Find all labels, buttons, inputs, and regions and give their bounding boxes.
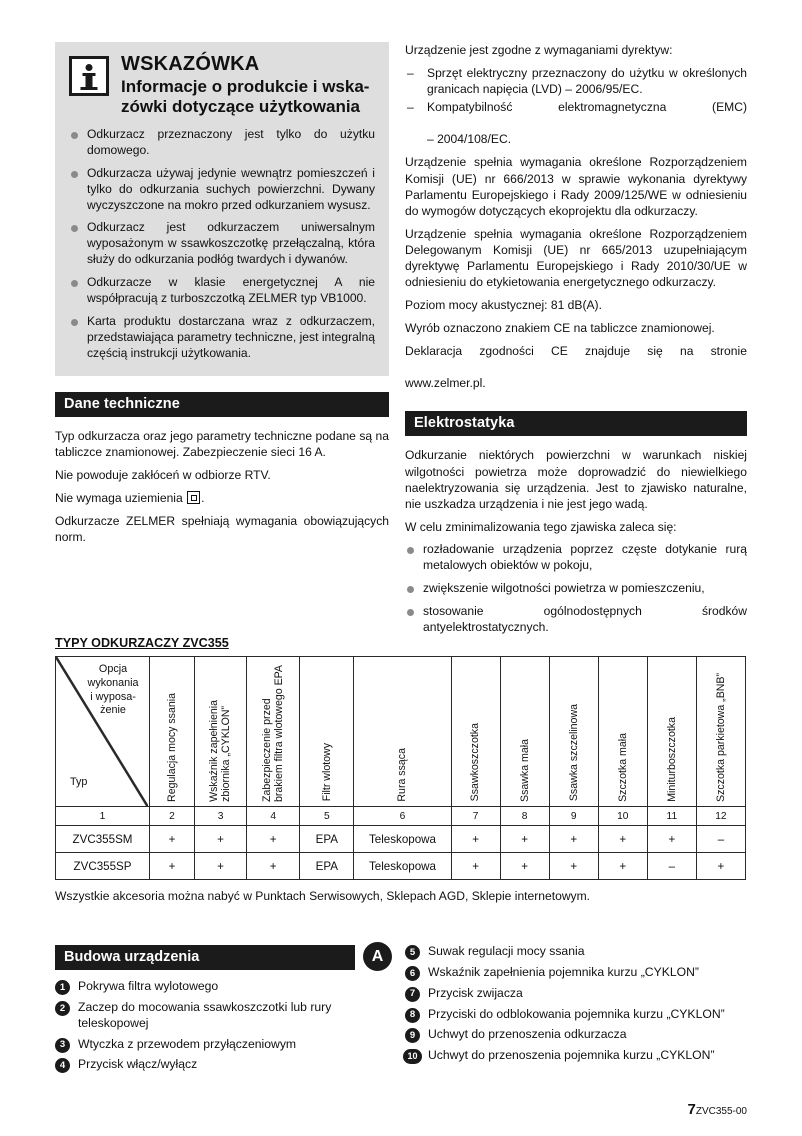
col-header-label: Rura ssąca xyxy=(396,747,409,802)
table-header-row xyxy=(56,657,746,807)
decl-url: www.zelmer.pl. xyxy=(405,376,486,391)
list-item xyxy=(55,1000,395,1032)
table-col-header xyxy=(500,657,549,807)
uziemienie-text: Nie wymaga uziemienia xyxy=(55,491,187,506)
table-cell: – xyxy=(647,853,696,880)
types-table xyxy=(55,656,746,880)
section-header-budowa: Budowa urządzenia xyxy=(55,945,355,970)
table-col-header xyxy=(354,657,451,807)
list-item xyxy=(405,944,747,960)
col-header-label: Zabezpieczenie przed brakiem filtra wlotowego EPA xyxy=(261,664,286,802)
table-cell: + xyxy=(598,853,647,880)
notice-header xyxy=(69,54,375,117)
table-cell: + xyxy=(195,826,247,853)
item-label: Suwak regulacji mocy ssania xyxy=(428,944,585,958)
list-item: Odkurzacza używaj jedynie wewnątrz pomieszczeń i tylko do odkurzania suchych powierzchni. Dywany wyczyszczone na mokro przed odkurzaniem wysusz. xyxy=(69,166,375,214)
decl-c: CE xyxy=(551,344,568,359)
info-icon xyxy=(69,56,109,96)
directives-list xyxy=(405,65,747,147)
section-header-dane-techniczne: Dane techniczne xyxy=(55,392,389,417)
col-header-label: Ssawkoszczotka xyxy=(469,723,482,802)
col-header-label: Regulacja mocy ssania xyxy=(165,692,178,802)
list-item: stosowanie ogólnodostępnych środków antyelektrostatycznych. xyxy=(405,604,747,636)
item-label: Uchwyt do przenoszenia pojemnika kurzu „CYKLON” xyxy=(428,1048,715,1063)
paragraph: Typ odkurzacza oraz jego parametry techniczne podane są na tabliczce znamionowej. Zabezpieczenie sieci 16 A. xyxy=(55,429,389,460)
list-item: zwiększenie wilgotności powietrza w pomieszczeniu, xyxy=(405,581,747,597)
table-corner-cell xyxy=(56,657,150,807)
item-number-badge: 3 xyxy=(55,1038,70,1053)
item-label: Przycisk zwijacza xyxy=(428,985,523,1000)
table-cell: Teleskopowa xyxy=(354,826,451,853)
table-cell: 4 xyxy=(247,807,300,826)
notice-box xyxy=(55,42,389,376)
table-col-header xyxy=(300,657,354,807)
table-col-header xyxy=(247,657,300,807)
table-row xyxy=(56,826,746,853)
table-cell: 5 xyxy=(300,807,354,826)
notice-title-group xyxy=(121,54,375,117)
right-column xyxy=(405,42,747,636)
paragraph: Urządzenie spełnia wymagania określone Rozporządzeniem Delegowanym Komisji (UE) nr 665/2013 uzupełniającym dyrektywę Parlamentu Europejskiego i Rady 2010/30/UE w odniesieniu do etykietowania energetycznego odkurzaczy. xyxy=(405,226,747,290)
table-row xyxy=(56,853,746,880)
table-col-header xyxy=(549,657,598,807)
list-item xyxy=(405,1027,747,1043)
table-cell: + xyxy=(500,826,549,853)
table-cell: 11 xyxy=(647,807,696,826)
decl-b: zgodności xyxy=(479,344,534,359)
table-cell: + xyxy=(150,853,195,880)
table-cell: – xyxy=(696,826,745,853)
section-header-elektrostatyka: Elektrostatyka xyxy=(405,411,747,436)
paragraph: Odkurzanie niektórych powierzchni w warunkach niskiej wilgotności powietrza może doprowadzić do niewielkiego naelektryzowania się urządzenia. Jest to zjawisko naturalne, nie uszkadza urządzenia i nie jest jego wadą. xyxy=(405,448,747,511)
table-col-header xyxy=(696,657,745,807)
paragraph: Poziom mocy akustycznej: 81 dB(A). xyxy=(405,298,602,313)
section-body-elektrostatyka xyxy=(405,447,747,635)
class-ii-symbol-icon xyxy=(187,491,200,504)
budowa-right-column xyxy=(405,935,747,1069)
paragraph-uziemienie xyxy=(55,490,389,506)
item-number-badge: 2 xyxy=(55,1001,70,1016)
item-label: Zaczep do mocowania ssawkoszczotki lub rury teleskopowej xyxy=(78,999,332,1030)
col-header-label: Szczotka parkietowa „BNB” xyxy=(714,672,727,802)
figure-badge-a: A xyxy=(363,942,392,971)
item-number-badge: 1 xyxy=(55,980,70,995)
table-cell: + xyxy=(647,826,696,853)
document-code: ZVC355-00 xyxy=(695,1106,747,1117)
table-cell: EPA xyxy=(300,853,354,880)
col-header-label: Ssawka szczelinowa xyxy=(567,704,580,802)
list-item: Karta produktu dostarczana wraz z odkurzaczem, przedstawiająca parametry techniczne, jest integralną częścią instrukcji użytkowania. xyxy=(69,314,375,362)
table-title: TYPY ODKURZACZY ZVC355 xyxy=(55,636,229,650)
list-item xyxy=(55,1057,395,1073)
table-cell: 8 xyxy=(500,807,549,826)
paragraph: Wyrób oznaczono znakiem CE na tabliczce znamionowej. xyxy=(405,321,715,336)
table-cell: 6 xyxy=(354,807,451,826)
table-cell: + xyxy=(549,853,598,880)
table-cell: 1 xyxy=(56,807,150,826)
item-number-badge: 5 xyxy=(405,945,420,960)
table-cell: + xyxy=(451,853,500,880)
emc-part-a: Kompatybilność xyxy=(427,100,513,115)
notice-title: WSKAZÓWKA xyxy=(121,53,260,75)
corner-type-label: Typ xyxy=(70,776,88,788)
left-column xyxy=(55,42,389,546)
decl-f: na xyxy=(679,344,694,359)
col-header-label: Filtr wlotowy xyxy=(320,743,333,802)
notice-subtitle: Informacje o produkcie i wska- zówki dotyczące użytkowania xyxy=(121,76,370,116)
table-cell: + xyxy=(549,826,598,853)
corner-option-label: Opcja wykonania i wyposa- żenie xyxy=(87,663,139,717)
table-cell: + xyxy=(247,826,300,853)
table-cell: + xyxy=(598,826,647,853)
decl-g: stronie xyxy=(710,344,747,359)
accessories-note: Wszystkie akcesoria można nabyć w Punktach Serwisowych, Sklepach AGD, Sklepie internetowym. xyxy=(55,889,591,903)
table-cell: 10 xyxy=(598,807,647,826)
emc-part-d: – 2004/108/EC. xyxy=(427,132,512,147)
table-col-header xyxy=(451,657,500,807)
table-cell: + xyxy=(150,826,195,853)
paragraph: W celu zminimalizowania tego zjawiska zaleca się: xyxy=(405,519,677,534)
paragraph: Urządzenie spełnia wymagania określone Rozporządzeniem Komisji (UE) nr 666/2013 w sprawie wykonania dyrektywy Parlamentu Europejskiego i Rady 2009/125/WE w odniesieniu do wymogów dotyczących ekoprojektu dla odkurzaczy. xyxy=(405,155,747,218)
section-body-dane-techniczne xyxy=(55,428,389,545)
list-item xyxy=(55,1037,395,1053)
table-cell-type: ZVC355SP xyxy=(56,853,150,880)
table-number-row xyxy=(56,807,746,826)
table-cell: Teleskopowa xyxy=(354,853,451,880)
col-header-label: Szczotka mała xyxy=(616,732,629,802)
item-number-badge: 8 xyxy=(405,1008,420,1023)
item-label: Pokrywa filtra wylotowego xyxy=(78,979,219,993)
item-number-badge: 7 xyxy=(405,987,420,1002)
emc-part-b: elektromagnetyczna xyxy=(558,100,667,115)
table-cell: + xyxy=(451,826,500,853)
item-number-badge: 10 xyxy=(403,1049,422,1064)
table-col-header xyxy=(647,657,696,807)
table-cell: 7 xyxy=(451,807,500,826)
paragraph: Nie powoduje zakłóceń w odbiorze RTV. xyxy=(55,468,271,483)
list-item xyxy=(405,965,747,981)
list-item: – Sprzęt elektryczny przeznaczony do użytku w określonych granicach napięcia (LVD) – 2006/95/EC. xyxy=(405,65,747,97)
list-item: rozładowanie urządzenia poprzez częste dotykanie rurą metalowych obiektów w pokoju, xyxy=(405,542,747,574)
decl-a: Deklaracja xyxy=(405,344,463,359)
item-label: Wskaźnik zapełnienia pojemnika kurzu „CYKLON” xyxy=(428,964,699,979)
page-number: 7 xyxy=(687,1101,696,1118)
col-header-label: Miniturboszczotka xyxy=(665,716,678,802)
table-cell: + xyxy=(696,853,745,880)
table-cell: 9 xyxy=(549,807,598,826)
list-item xyxy=(405,1007,747,1023)
item-label: Uchwyt do przenoszenia odkurzacza xyxy=(428,1027,627,1042)
table-cell: + xyxy=(247,853,300,880)
page-footer xyxy=(688,1101,747,1119)
paragraph: Odkurzacze ZELMER spełniają wymagania obowiązujących norm. xyxy=(55,514,389,545)
table-col-header xyxy=(150,657,195,807)
list-item: Odkurzacze w klasie energetycznej A nie współpracują z turboszczotką ZELMER typ VB1000. xyxy=(69,275,375,307)
item-label: Wtyczka z przewodem przyłączeniowym xyxy=(78,1036,297,1051)
budowa-list-left xyxy=(55,979,395,1073)
table-cell: 3 xyxy=(195,807,247,826)
list-item-directive-emc xyxy=(405,99,747,147)
budowa-list-right xyxy=(405,944,747,1064)
table-cell: 2 xyxy=(150,807,195,826)
item-number-badge: 9 xyxy=(405,1028,420,1043)
table-cell-type: ZVC355SM xyxy=(56,826,150,853)
col-header-label: Ssawka mała xyxy=(518,738,531,802)
list-item xyxy=(55,979,395,995)
col-header-label: Wskaźnik zapełnienia zbiornika „CYKLON” xyxy=(208,699,233,802)
item-number-badge: 6 xyxy=(405,966,420,981)
decl-e: się xyxy=(647,344,663,359)
emc-part-c: (EMC) xyxy=(712,100,747,115)
table-col-header xyxy=(598,657,647,807)
list-item xyxy=(405,1048,747,1064)
budowa-left-column xyxy=(55,945,395,1078)
item-number-badge: 4 xyxy=(55,1058,70,1073)
item-label: Przycisk włącz/wyłącz xyxy=(78,1057,198,1072)
uziemienie-period: . xyxy=(201,491,205,506)
notice-bullet-list xyxy=(69,127,375,362)
table-col-header xyxy=(195,657,247,807)
list-item: Odkurzacz przeznaczony jest tylko do użytku domowego. xyxy=(69,127,375,159)
table-cell: + xyxy=(195,853,247,880)
table-cell: + xyxy=(500,853,549,880)
paragraph-intro: Urządzenie jest zgodne z wymaganiami dyrektyw: xyxy=(405,43,673,57)
table-cell: 12 xyxy=(696,807,745,826)
elektrostatyka-bullet-list xyxy=(405,542,747,636)
decl-d: znajduje xyxy=(585,344,631,359)
list-item: Odkurzacz jest odkurzaczem uniwersalnym wyposażonym w ssawkoszczotkę przełączalną, która służy do odkurzania podłóg twardych i dywanów. xyxy=(69,220,375,268)
paragraph-declaration xyxy=(405,343,747,391)
item-label: Przyciski do odblokowania pojemnika kurzu „CYKLON” xyxy=(428,1006,725,1021)
table-cell: EPA xyxy=(300,826,354,853)
list-item xyxy=(405,986,747,1002)
